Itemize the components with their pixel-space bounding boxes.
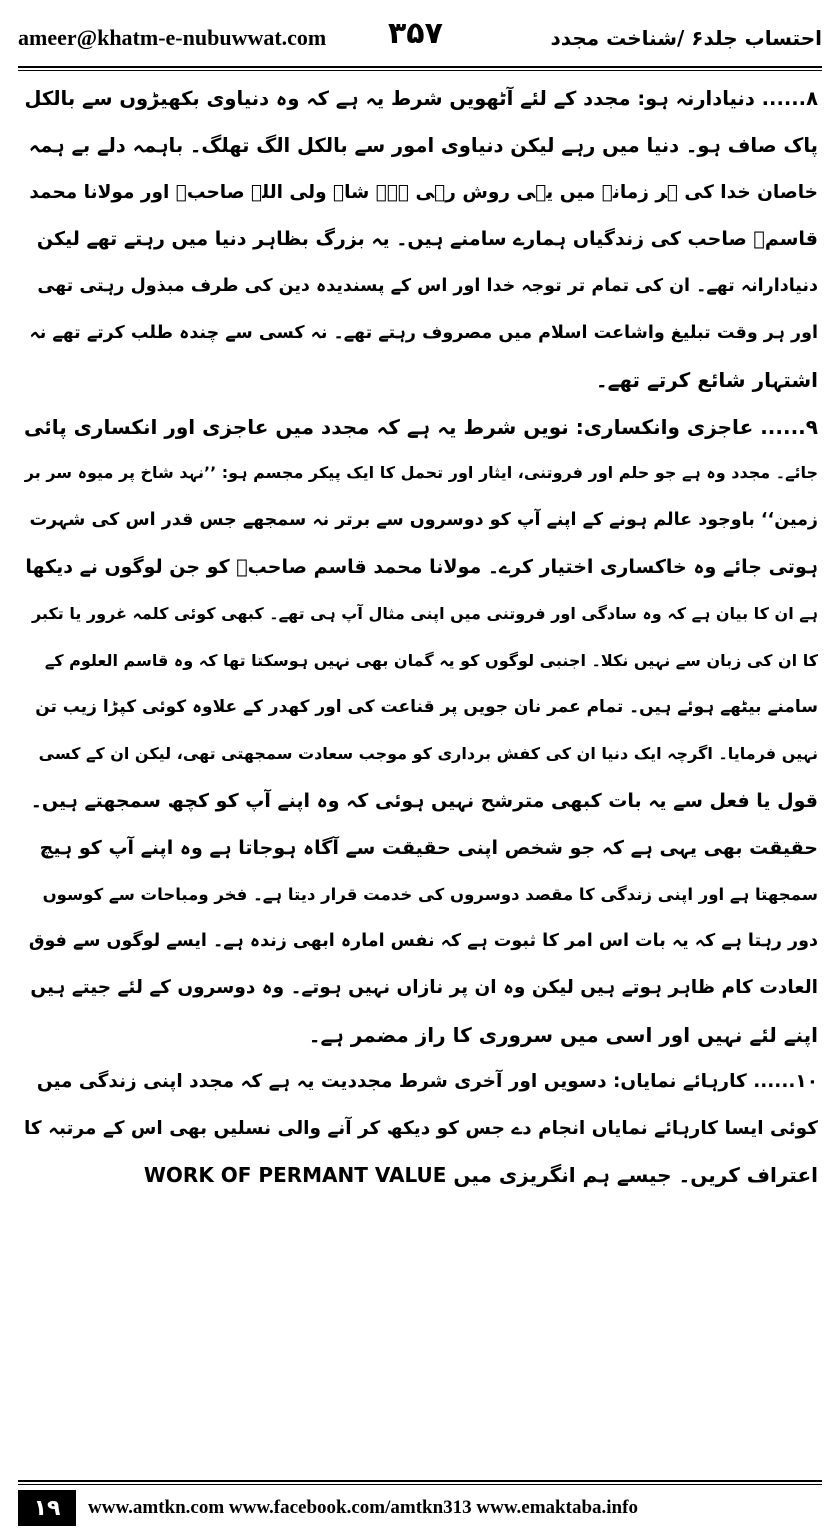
text-line: خاصان خدا کی ہر زمانہ میں یہی روش رہی ہے۔ شاہ ولی اللہ صاحبؒ اور مولانا محمد <box>29 181 818 203</box>
text-line: پاک صاف ہو۔ دنیا میں رہے لیکن دنیاوی امور سے بالکل الگ تھلگ۔ باہمہ دلے بے ہمہ <box>28 133 818 157</box>
page-footer <box>18 1480 822 1526</box>
text-line: زمین‘‘ باوجود عالم ہونے کے اپنے آپ کو دوسروں سے برتر نہ سمجھے جس قدر اس کی شہرت <box>29 510 818 531</box>
footer-page-number: ۱۹ <box>18 1490 76 1526</box>
text-line: ہوتی جائے وہ خاکساری اختیار کرے۔ مولانا محمد قاسم صاحبؒ کو جن لوگوں نے دیکھا <box>25 555 818 578</box>
text-line: اور ہر وقت تبلیغ واشاعت اسلام میں مصروف رہتے تھے۔ نہ کسی سے چندہ طلب کرتے تھے نہ <box>29 322 818 343</box>
text-line: کوئی ایسا کارہائے نمایاں انجام دے جس کو دیکھ کر آنے والی نسلیں بھی اس کے مرتبہ کا <box>23 1117 818 1139</box>
header-page-number: ۳۵۷ <box>388 16 443 51</box>
text-line: سمجھتا ہے اور اپنی زندگی کا مقصد دوسروں کی خدمت قرار دیتا ہے۔ فخر ومباحات سے کوسوں <box>42 884 818 904</box>
footer-rule-thin <box>18 1484 822 1485</box>
text-line: اشتہار شائع کرتے تھے۔ <box>595 367 818 392</box>
page-body <box>22 76 818 1446</box>
header-rule <box>18 66 822 68</box>
text-line: ہے ان کا بیان ہے کہ وہ سادگی اور فروتنی میں اپنی مثال آپ ہی تھے۔ کبھی کوئی کلمہ غرور یا تکبر <box>31 603 818 623</box>
text-line: ۱۰...... کارہائے نمایاں: دسویں اور آخری شرط مجددیت یہ ہے کہ مجدد اپنی زندگی میں <box>36 1070 818 1092</box>
text-line: نہیں فرمایا۔ اگرچہ ایک دنیا ان کی کفش برداری کو موجب سعادت سمجھتی تھی، لیکن ان کے کسی <box>38 744 818 764</box>
text-line: ۹...... عاجزی وانکساری: نویں شرط یہ ہے کہ مجدد میں عاجزی اور انکساری پائی <box>23 414 818 439</box>
header-rule-thin <box>18 70 822 71</box>
page-header <box>18 14 822 62</box>
text-line: العادت کام ظاہر ہوتے ہیں لیکن وہ ان پر نازاں نہیں ہوتے۔ وہ دوسروں کے لئے جیتے ہیں <box>30 977 818 999</box>
header-email: ameer@khatm-e-nubuwwat.com <box>18 25 327 50</box>
text-line: اپنے لئے نہیں اور اسی میں سروری کا راز مضمر ہے۔ <box>308 1022 818 1047</box>
text-line: دنیادارانہ تھے۔ ان کی تمام تر توجہ خدا اور اس کے پسندیدہ دین کی طرف مبذول رہتی تھی <box>37 276 818 297</box>
text-line: کا ان کی زبان سے نہیں نکلا۔ اجنبی لوگوں کو یہ گمان بھی نہیں ہوسکتا تھا کہ وہ قاسم العلوم کے <box>44 650 818 670</box>
header-title: احتساب جلد۶ /شناخت مجدد <box>550 26 822 50</box>
text-line: حقیقت بھی یہی ہے کہ جو شخص اپنی حقیقت سے آگاہ ہوجاتا ہے وہ اپنے آپ کو ہیچ <box>39 836 818 859</box>
text-line: جائے۔ مجدد وہ ہے جو حلم اور فروتنی، ایثار اور تحمل کا ایک پیکر مجسم ہو: ’’نہد شاخ پر میوہ سر بر <box>24 463 818 483</box>
text-line: قول یا فعل سے یہ بات کبھی مترشح نہیں ہوئی کہ وہ اپنے آپ کو کچھ سمجھتے ہیں۔ <box>30 789 818 812</box>
text-line: سامنے بیٹھے ہوئے ہیں۔ تمام عمر نان جویں پر قناعت کی اور کھدر کے علاوہ کوئی کپڑا زیب تن <box>35 697 818 718</box>
text-line: ۸...... دنیادارنہ ہو: مجدد کے لئے آٹھویں شرط یہ ہے کہ وہ دنیاوی بکھیڑوں سے بالکل <box>24 87 818 110</box>
text-line: دور رہتا ہے کہ یہ بات اس امر کا ثبوت ہے کہ نفس امارہ ابھی زندہ ہے۔ ایسے لوگوں سے فوق <box>28 931 818 952</box>
text-line: قاسمؒ صاحب کی زندگیاں ہمارے سامنے ہیں۔ یہ بزرگ بظاہر دنیا میں رہتے تھے لیکن <box>36 228 818 251</box>
footer-rule <box>18 1480 822 1482</box>
footer-urls: www.amtkn.com www.facebook.com/amtkn313 www.emaktaba.info <box>88 1497 638 1518</box>
text-line: اعتراف کریں۔ جیسے ہم انگریزی میں WORK OF PERMANT VALUE <box>143 1163 818 1188</box>
